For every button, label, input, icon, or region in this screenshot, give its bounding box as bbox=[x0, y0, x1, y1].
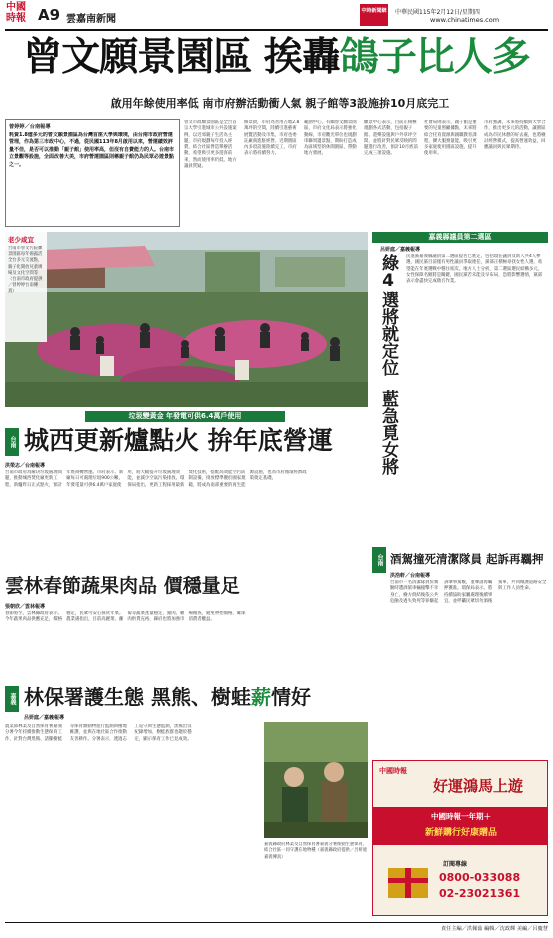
commentary-title: 嘉義縣議員第二選區 bbox=[372, 232, 548, 243]
lead-photo bbox=[5, 232, 368, 407]
ad-phone-2[interactable]: 02-23021361 bbox=[439, 887, 521, 900]
lead-headline-black: 曾文願景園區 挨轟 bbox=[23, 35, 340, 80]
story2-body: 台南市政府為解決垃圾處理問題，推動城西焚化廠更新工程，新爐昨日正式點火，預計年底商轉營運。市府表示，新廠每日可處理垃圾900公噸，年發電量可供6.4萬戶家庭使用，將大幅提升垃圾處理效能，並減少空氣污染排放。環保局指出，更新工程採用最新焚化技術，搭配高效能空污防制設備，排放標準優於國家規範，將成為南部重要的再生能源設施，也為市府循環經濟政策奠定基礎。 bbox=[5, 470, 307, 488]
masthead-rule bbox=[5, 29, 548, 31]
commentary-headline-2: 藍急覓女將 bbox=[378, 390, 398, 475]
lead-body-col-5: 社會局則表示，親子館是重要的兒童照顧據點，未來將結合托育資源與親職教育課程，擴大服務量能，吸引更多家庭使用園區設施，提升使用率。 bbox=[424, 120, 477, 157]
story3-byline: 張朝欣／雲林報導 bbox=[5, 604, 46, 610]
ad-phone-1[interactable]: 0800-033088 bbox=[439, 871, 521, 884]
story4-byline: 洪浩軒／台南報導 bbox=[390, 573, 431, 579]
newspaper-logo bbox=[6, 2, 34, 26]
lead-body-col-1: 曾文市政願景園區是全台首宗大學引進城市公共設施案例，以近郊親子生活為主題，市府規劃每年投入經費，結合社區營造舉辦活動，希望吸引更多遊客前來，然而使用率仍低，地方議員質疑。 bbox=[184, 120, 237, 170]
photo-caption-text: 台南市曾文污院願景園區每年揚露活全台多元交流點，親子化開放兒童廣場及文化空間等（台南市政府提供／曾婷婷台南傳真） bbox=[8, 246, 43, 295]
lead-headline-green: 鴿子比人多 bbox=[339, 35, 530, 80]
story4-body: 台南市一名清潔隊員於執勤時遭酒駕車輛撞擊不幸身亡，檢方偵結後依公共危險及過失致死等罪嫌起訴肇事駕駛，並聲請再羈押獲准。環保局表示，將持續協助家屬處理後續事宜，並呼籲民眾切勿酒後駕車，共同維護道路安全與工作人員性命。 bbox=[390, 580, 547, 604]
story5-headline-green: 薪 bbox=[250, 685, 271, 709]
page-number: A9 bbox=[38, 6, 61, 24]
site-url: www.chinatimes.com bbox=[430, 16, 500, 24]
brand-name: 中時新聞網 bbox=[361, 8, 387, 14]
date-line: 中華民國115年2月12日/星期四 bbox=[395, 9, 480, 16]
park-event-photo bbox=[5, 232, 368, 407]
lead-body-col-2: 修景費，市府為善用占地2.8萬坪的空間，陸續引進藝術展覽活動及市集，市府也委託廠商進駐經營。近期園區內多項設施陸續完工，市府表示將持續努力。 bbox=[244, 120, 300, 157]
story4-tag: 台南 bbox=[372, 547, 386, 573]
commentary-body: 民進黨嘉義縣議員第二選區提名已底定，包括現任議員及新人共4人參選，國民黨目前僅有男性議員爭取連任，黨部正積極尋找女性人選，希望能在年底選戰中穩住席次。地方人士分析，第二選區選民結構多元，女性保障名額將是關鍵，國民黨若未能及早布局，恐將影響選情，黨部表示會盡快完成徵召作業。 bbox=[406, 254, 543, 285]
lead-body-col-6: 市府強調，未來將持續與大學合作，推出更多元的活動，讓園區成為市民休憩的好去處，也將檢討經營模式，提高營運效益，回應議員與民眾期待。 bbox=[484, 120, 546, 151]
story5-photo bbox=[264, 722, 368, 838]
photo-caption-title: 老少咸宜 bbox=[8, 236, 34, 244]
lead-byline: 曾婷婷／台南報導 bbox=[9, 124, 51, 130]
story4-headline: 酒駕撞死清潔隊員 起訴再羈押 bbox=[390, 552, 544, 566]
photo-caption-box bbox=[5, 232, 47, 342]
story5-byline: 呂妍庭／嘉義報導 bbox=[24, 715, 65, 721]
ad-title: 好運鴻馬上遊 bbox=[432, 777, 523, 795]
lead-body-col-3: 範圍中心，有關曾文願景園區，市府文化局表示將強化動線，市府觀光單位也規劃串聯周邊景點，期盼打造成為區域型的休閒園區，帶動地方發展。 bbox=[304, 120, 357, 157]
masthead bbox=[0, 0, 553, 30]
lead-summary-box bbox=[5, 119, 180, 227]
subscription-ad bbox=[372, 760, 548, 916]
lead-summary: 耗資1.8億多元的曾文願景園區為台灣首座大學與環境，由台南市政府營運管理，作為第三市政中心，不過，從民國113年8月啟用以來，營運績效評量不佳，是否可以推動「親子館」使用率高，但沒有自費能力的人。台南市立景觀等設施，全面改善大美，市府營運園區則稱親子館仍為民眾必遊景點之一。 bbox=[9, 132, 175, 168]
logo-line-1: 中國 bbox=[6, 2, 26, 13]
story3-headline: 雲林春節蔬果肉品 價穩量足 bbox=[5, 575, 240, 597]
story5-headline-tail: 情好 bbox=[270, 685, 311, 709]
section-name: 雲嘉南新聞 bbox=[66, 14, 116, 25]
ad-phone-label: 訂閱專線 bbox=[443, 861, 468, 868]
story5-headline-black: 林保署護生態 黑熊、樹蛙 bbox=[24, 685, 251, 709]
story5-photo-caption: 嘉義縣政府林業及自然保育署嘉義分署推動生態保育，結合社區一同守護在地物種（嘉義縣政府提供／呂妍庭嘉義傳真） bbox=[264, 842, 368, 860]
story2-kicker: 垃圾變黃金 年發電可供6.4萬戶使用 bbox=[85, 411, 285, 422]
commentary-headline-1: 綠4選將就定位 bbox=[378, 254, 398, 376]
lead-body-col-4: 願景中心表示，目前正積極規劃各式活動，包括親子館、遊樂設施與戶外草坪空間，並將針對民眾反映的問題進行改善，預計10月底前完成三項設施。 bbox=[364, 120, 418, 157]
commentary-byline: 呂妍庭／嘉義報導 bbox=[380, 247, 421, 253]
story5-body: 農業部林業及自然保育署嘉義分署今年持續推動生態保育工作，針對台灣黑熊、諸羅樹蛙等保育類動物進行監測與棲地維護，並與在地社區合作推動友善耕作。分署表示，透過志工巡守與生態監測，黑熊出沒紀錄增加，樹蛙族群也趨於穩定，顯示保育工作已見成效。 bbox=[5, 724, 192, 742]
commentary-box bbox=[372, 232, 548, 542]
footer-credits: 責任主編／洪佩茹 編輯／沈政輝 美編／呂慶慧 bbox=[440, 926, 548, 932]
story2-headline: 城西更新爐點火 拚年底營運 bbox=[24, 426, 333, 455]
story2-tag: 台南 bbox=[5, 428, 19, 456]
forest-volunteers-photo bbox=[264, 722, 368, 838]
ad-brand: 中國時報 bbox=[379, 767, 407, 775]
story2-byline: 洪榮志／台南報導 bbox=[5, 463, 46, 469]
ad-line-1: 中國時報一年期＋ bbox=[431, 812, 491, 821]
ad-line-2: 新鮮購行好康贈品 bbox=[424, 828, 497, 838]
story5-headline bbox=[24, 683, 368, 711]
brand-badge bbox=[360, 4, 388, 26]
logo-line-2: 時報 bbox=[6, 13, 26, 24]
story3-body: 春節將至，雲林縣政府表示，今年蔬果肉品供應充足，價格穩定，民眾可安心採買年菜。農業處指出，目前高麗菜、蘿蔔等蔬菜產量穩定，豬肉、雞肉供貨充裕，縣府也將加強市場稽查，避免哄抬價格，確保消費者權益。 bbox=[5, 611, 246, 623]
lead-subhead: 啟用年餘使用率低 南市府辦活動衝人氣 親子館等3設施拚10月底完工 bbox=[110, 97, 450, 110]
footer-rule bbox=[5, 922, 548, 923]
story5-tag: 嘉義 bbox=[5, 686, 19, 712]
lead-headline bbox=[0, 36, 553, 80]
ad-gift-image bbox=[383, 853, 433, 903]
